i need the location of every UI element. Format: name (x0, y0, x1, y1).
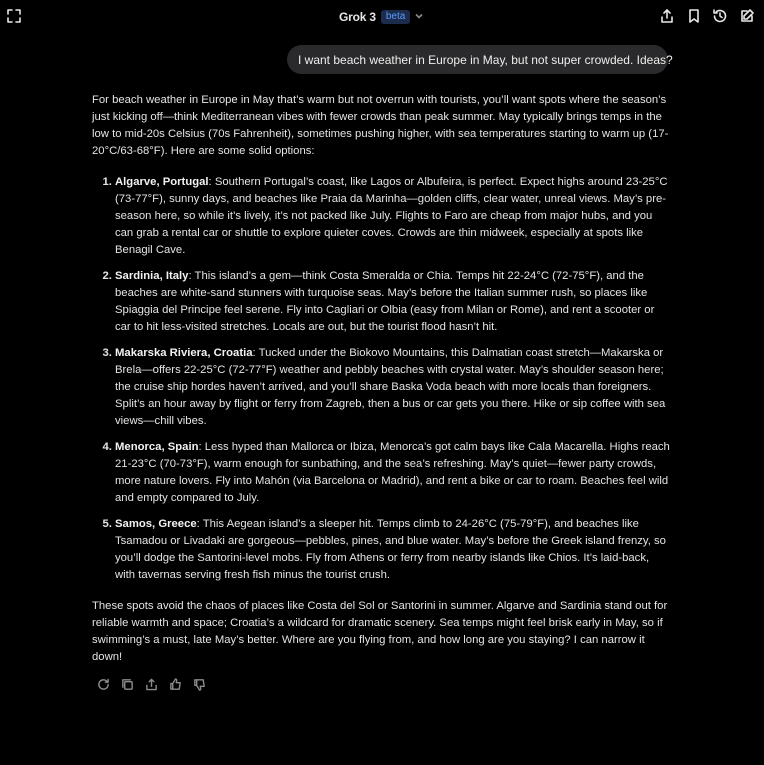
item-title: Makarska Riviera, Croatia (115, 347, 253, 359)
item-text: : Southern Portugal’s coast, like Lagos or Albufeira, is perfect. Expect highs around 23-25°C (73-77°F), sunny days, and beaches like Praia da Marinha—golden cliffs, clear water, unreal views. May’s pre-season here, so while it’s lively, it’s not packed like July. Flights to Faro are cheap from major hubs, and you can grab a rental car or shuttle to explore quieter coves. Crowds are thin midweek, especially at spots like Benagil Cave. (115, 176, 668, 256)
item-title: Algarve, Portugal (115, 176, 209, 188)
item-text: : Tucked under the Biokovo Mountains, this Dalmatian coast stretch—Makarska or Brela—offers 22-25°C (72-77°F) weather and pebbly beaches with crystal water. May’s shoulder season here; the cruise ship hordes haven’t arrived, and you’ll share Baska Voda beach with more locals than foreigners. Split’s an hour away by flight or ferry from Zagreb, then a bus or car gets you there. Hike or sip coffee with sea views—chill vibes. (115, 347, 666, 427)
item-text: : This Aegean island’s a sleeper hit. Temps climb to 24-26°C (75-79°F), and beaches like Tsamadou or Livadaki are gorgeous—pebbles, pines, and blue water. May’s before the Greek island frenzy, so you’ll dodge the Santorini-level mobs. Fly from Athens or ferry from nearby islands like Chios. It’s laid-back, with tavernas serving fresh fish minus the tourist crush. (115, 518, 666, 581)
regenerate-icon[interactable] (95, 676, 111, 692)
list-item (115, 439, 672, 507)
list-item (115, 345, 672, 430)
user-message-bubble (287, 45, 673, 74)
item-text: : This island’s a gem—think Costa Smeralda or Chia. Temps hit 22-24°C (72-75°F), and the beaches are white-sand stunners with turquoise seas. May’s before the Italian summer rush, so places like Spiaggia del Principe feel serene. Fly into Cagliari or Olbia (easy from Milan or Rome), and rent a scooter or car to hit less-visited stretches. Locals are out, but the tourist flood hasn’t hit. (115, 270, 655, 333)
response-intro: For beach weather in Europe in May that’s warm but not overrun with tourists, you’ll want spots where the season’s just kicking off—think Mediterranean vibes with fewer crowds than peak summer. May typically brings temps in the low to mid-20s Celsius (70s Fahrenheit), sometimes pushing higher, with sea temperatures starting to warm up (17-20°C/63-68°F). Here are some solid options: (92, 94, 669, 157)
user-message-text: I want beach weather in Europe in May, but not super crowded. Ideas? (298, 52, 673, 67)
assistant-response (92, 92, 672, 666)
beta-badge: beta (381, 10, 410, 24)
top-bar (0, 0, 764, 32)
recommendation-list (92, 174, 672, 584)
item-text: : Less hyped than Mallorca or Ibiza, Menorca’s got calm bays like Cala Macarella. Highs reach 21-23°C (70-73°F), warm enough for sunbathing, and the sea’s refreshing. May’s quiet—fewer party crowds, more nature lovers. Fly into Mahón (via Barcelona or Madrid), and rent a bike or car to roam. Beaches feel wild and empty compared to July. (115, 441, 670, 504)
list-item (115, 516, 672, 584)
response-outro: These spots avoid the chaos of places like Costa del Sol or Santorini in summer. Algarve and Sardinia stand out for reliable warmth and space; Croatia’s a wildcard for dramatic scenery. Sea temps might feel brisk early in May, so if swimming’s a must, late May’s better. Where are you flying from, and how long are you staying? I can narrow it down! (92, 600, 668, 663)
history-icon[interactable] (710, 6, 730, 26)
response-actions (95, 676, 215, 692)
share-icon[interactable] (143, 676, 159, 692)
chevron-down-icon[interactable] (414, 8, 424, 26)
item-title: Menorca, Spain (115, 441, 199, 453)
model-name: Grok 3 (339, 9, 376, 24)
item-title: Sardinia, Italy (115, 270, 189, 282)
bookmark-icon[interactable] (684, 6, 704, 26)
edit-icon[interactable] (737, 6, 757, 26)
list-item (115, 174, 672, 259)
expand-icon[interactable] (4, 6, 24, 26)
item-title: Samos, Greece (115, 518, 197, 530)
list-item (115, 268, 672, 336)
thumbs-down-icon[interactable] (191, 676, 207, 692)
share-icon[interactable] (657, 6, 677, 26)
model-selector[interactable] (339, 8, 424, 25)
thumbs-up-icon[interactable] (167, 676, 183, 692)
copy-icon[interactable] (119, 676, 135, 692)
